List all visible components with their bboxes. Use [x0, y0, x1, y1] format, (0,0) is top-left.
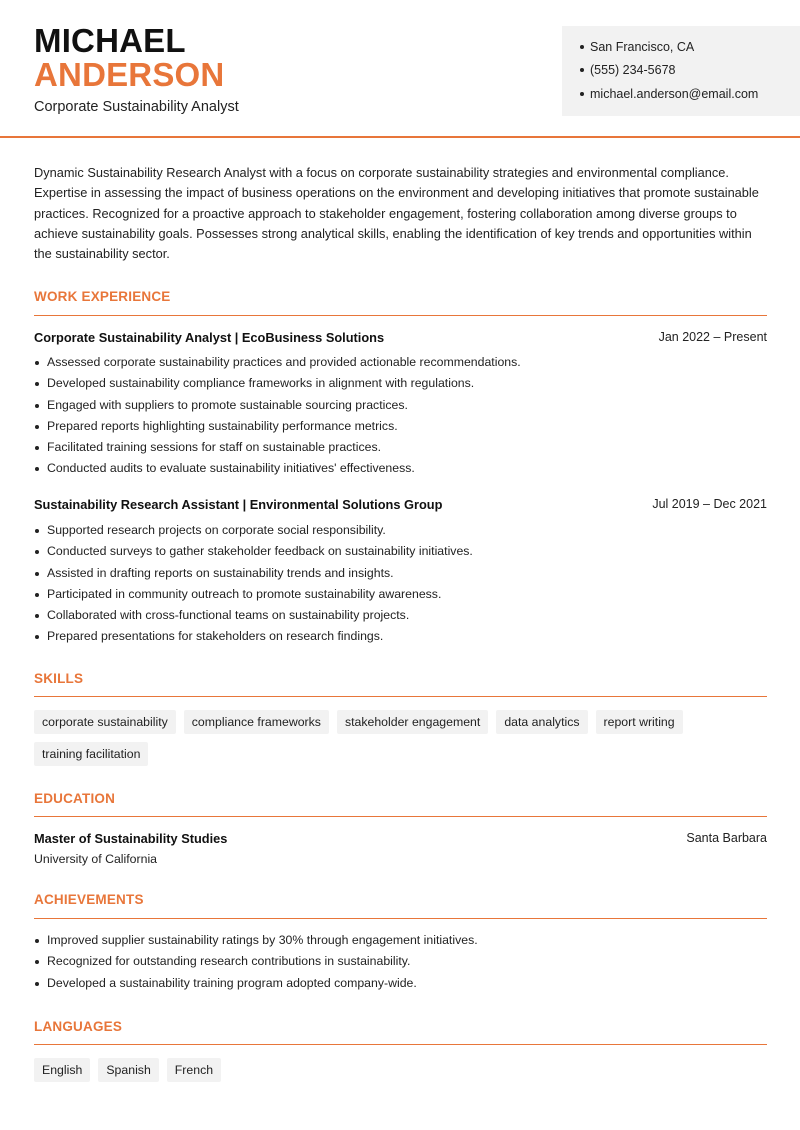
list-item: Recognized for outstanding research contributions in sustainability. — [34, 951, 767, 972]
summary-text: Dynamic Sustainability Research Analyst with a focus on corporate sustainability strategies and environmental compliance. Expertise in assessing the impact of business operations on the environment and developing initiatives that promote sustainable practices. Recognized for a proactive approach to stakeholder engagement, fostering collaboration among diverse groups to achieve sustainability goals. Possesses strong analytical skills, enabling the identification of key trends and opportunities within the sustainability sector. — [34, 165, 759, 262]
education-header — [34, 831, 767, 846]
phone-text: (555) 234-5678 — [590, 63, 676, 77]
section-title-work: WORK EXPERIENCE — [34, 289, 171, 304]
section-divider — [34, 1044, 767, 1045]
list-item: Engaged with suppliers to promote sustainable sourcing practices. — [34, 395, 767, 416]
list-item: Collaborated with cross-functional teams on sustainability projects. — [34, 605, 767, 626]
contact-box — [562, 26, 800, 116]
job-bullets-1 — [34, 352, 767, 480]
list-item: Developed a sustainability training program adopted company-wide. — [34, 973, 767, 994]
skills-list — [34, 710, 714, 774]
achievements-list — [34, 930, 767, 994]
job-dates: Jul 2019 – Dec 2021 — [652, 497, 767, 511]
skill-chip: training facilitation — [34, 742, 148, 766]
contact-location — [580, 40, 694, 54]
first-name: MICHAEL — [34, 22, 186, 59]
language-chip: Spanish — [98, 1058, 158, 1082]
section-title-skills: SKILLS — [34, 671, 84, 686]
section-divider — [34, 315, 767, 316]
skill-chip: compliance frameworks — [184, 710, 329, 734]
list-item: Assessed corporate sustainability practices and provided actionable recommendations. — [34, 352, 767, 373]
location-text: San Francisco, CA — [590, 40, 695, 54]
list-item: Prepared reports highlighting sustainability performance metrics. — [34, 416, 767, 437]
bullet-icon — [580, 92, 584, 96]
list-item: Improved supplier sustainability ratings by 30% through engagement initiatives. — [34, 930, 767, 951]
job-header-1 — [34, 330, 767, 345]
language-chip: French — [167, 1058, 221, 1082]
bullet-icon — [580, 45, 584, 49]
list-item: Conducted surveys to gather stakeholder feedback on sustainability initiatives. — [34, 541, 767, 562]
skill-chip: report writing — [596, 710, 683, 734]
degree-name: Master of Sustainability Studies — [34, 831, 228, 846]
contact-phone — [580, 63, 675, 77]
section-title-achievements: ACHIEVEMENTS — [34, 892, 144, 907]
list-item: Prepared presentations for stakeholders on research findings. — [34, 626, 767, 647]
list-item: Supported research projects on corporate social responsibility. — [34, 520, 767, 541]
section-divider — [34, 696, 767, 697]
job-title: Corporate Sustainability Analyst — [34, 99, 239, 115]
list-item: Conducted audits to evaluate sustainability initiatives' effectiveness. — [34, 458, 767, 479]
job-role: Sustainability Research Assistant | Environmental Solutions Group — [34, 497, 443, 512]
skill-chip: corporate sustainability — [34, 710, 176, 734]
list-item: Developed sustainability compliance frameworks in alignment with regulations. — [34, 373, 767, 394]
section-divider — [34, 816, 767, 817]
skill-chip: stakeholder engagement — [337, 710, 488, 734]
list-item: Participated in community outreach to promote sustainability awareness. — [34, 584, 767, 605]
job-header-2 — [34, 497, 767, 512]
email-text[interactable]: michael.anderson@email.com — [590, 87, 759, 101]
last-name: ANDERSON — [34, 56, 225, 93]
job-dates: Jan 2022 – Present — [658, 330, 767, 344]
education-location: Santa Barbara — [686, 831, 767, 845]
language-chip: English — [34, 1058, 90, 1082]
job-role: Corporate Sustainability Analyst | EcoBusiness Solutions — [34, 330, 385, 345]
list-item: Assisted in drafting reports on sustainability trends and insights. — [34, 563, 767, 584]
list-item: Facilitated training sessions for staff on sustainable practices. — [34, 437, 767, 458]
job-bullets-2 — [34, 520, 767, 648]
school-name: University of California — [34, 852, 158, 866]
section-title-languages: LANGUAGES — [34, 1019, 123, 1034]
contact-email[interactable] — [580, 87, 758, 101]
resume-header — [0, 0, 800, 138]
section-title-education: EDUCATION — [34, 791, 116, 806]
section-divider — [34, 918, 767, 919]
skill-chip: data analytics — [496, 710, 587, 734]
languages-list — [34, 1058, 714, 1090]
bullet-icon — [580, 68, 584, 72]
